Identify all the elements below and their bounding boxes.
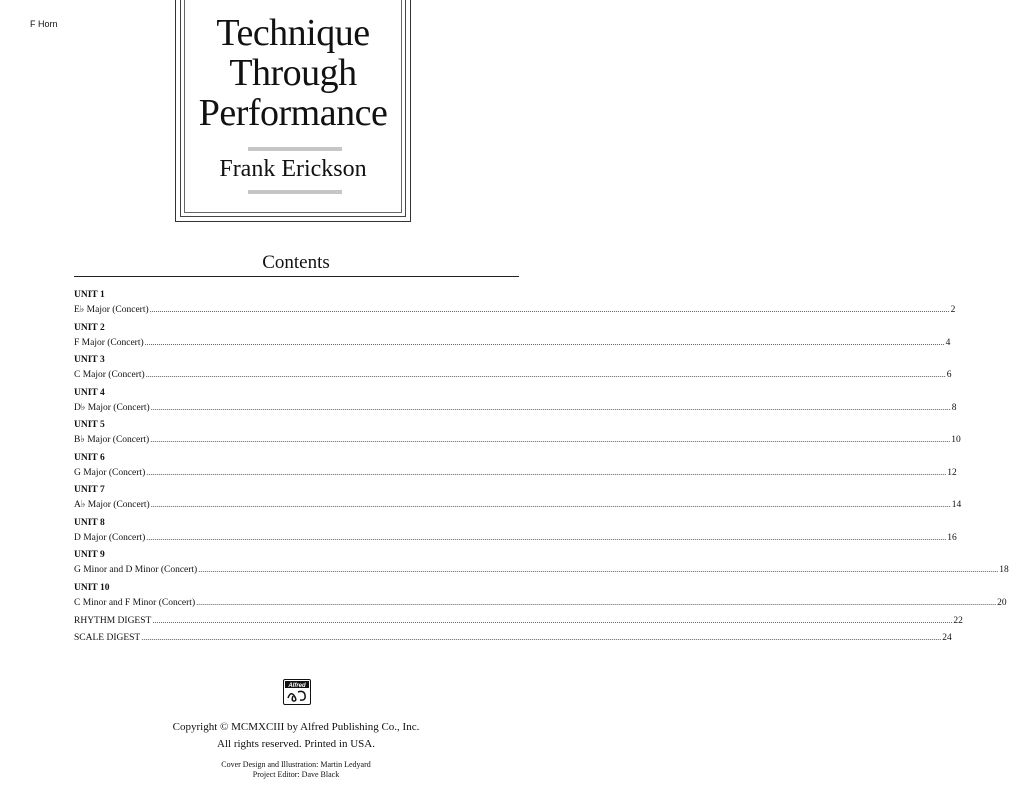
table-of-contents [74,288,1009,647]
toc-entry [74,497,962,516]
leader-dots: ................................................................................................................................................................................................................................................................................................................................................................................................................ [149,305,950,314]
toc-entry [74,530,957,549]
leader-dots: ................................................................................................................................................................................................................................................................................................................................................................................................................ [196,597,997,607]
toc-entry-label: A♭ Major (Concert) [74,500,150,510]
toc-page-number: 10 [951,435,961,445]
toc-entry-label: G Major (Concert) [74,467,146,478]
unit-heading: UNIT 1 [74,290,105,300]
toc-page-number: 22 [953,616,963,626]
leader-dots: ................................................................................................................................................................................................................................................................................................................................................................................................................ [150,402,951,412]
title-line: Through [229,52,357,94]
unit-heading: UNIT 10 [74,582,110,593]
title-divider [248,147,342,151]
toc-page-number: 20 [997,597,1007,608]
toc-entry [74,630,952,647]
toc-entry-label: G Minor and D Minor (Concert) [74,565,198,575]
toc-entry-label: RHYTHM DIGEST [74,616,152,626]
toc-entry-label: SCALE DIGEST [74,633,141,643]
author-name: Frank Erickson [219,156,367,182]
instrument-label: F Horn [30,19,58,29]
toc-page-number: 16 [947,532,957,543]
leader-dots: ................................................................................................................................................................................................................................................................................................................................................................................................................ [146,532,947,542]
toc-entry [74,465,957,484]
unit-heading: UNIT 2 [74,322,105,333]
unit-heading: UNIT 8 [74,517,105,528]
toc-page-number: 24 [942,633,952,643]
leader-dots: ................................................................................................................................................................................................................................................................................................................................................................................................................ [152,616,953,625]
toc-entry-label: C Major (Concert) [74,370,145,380]
unit-heading: UNIT 4 [74,387,105,398]
title-line: Technique [216,12,370,54]
toc-page-number: 2 [950,305,956,315]
leader-dots: ................................................................................................................................................................................................................................................................................................................................................................................................................ [145,370,946,379]
leader-dots: ................................................................................................................................................................................................................................................................................................................................................................................................................ [150,500,951,509]
toc-entry-label: E♭ Major (Concert) [74,305,149,315]
unit-heading: UNIT 3 [74,355,105,365]
toc-entry [74,562,1009,581]
credit-line: Cover Design and Illustration: Martin Ledyard [221,760,371,769]
toc-entry-label: B♭ Major (Concert) [74,435,150,445]
credit-line: Project Editor: Dave Black [252,770,340,779]
leader-dots: ................................................................................................................................................................................................................................................................................................................................................................................................................ [198,565,999,574]
rights-notice: All rights reserved. Printed in USA. [217,738,375,750]
toc-entry-label: C Minor and F Minor (Concert) [74,597,196,608]
copyright-notice: Copyright © MCMXCIII by Alfred Publishing Co., Inc. [172,721,420,733]
leader-dots: ................................................................................................................................................................................................................................................................................................................................................................................................................ [150,435,951,444]
toc-page-number: 12 [947,467,957,478]
toc-page-number: 6 [946,370,952,380]
author-divider [248,190,342,194]
unit-heading: UNIT 9 [74,550,105,560]
toc-entry [74,335,951,354]
toc-page-number: 4 [945,337,951,348]
toc-entry [74,432,961,451]
title-frame [175,0,411,222]
unit-heading: UNIT 6 [74,452,105,463]
alfred-logo [283,679,311,705]
toc-entry [74,302,956,321]
title-line: Performance [198,92,388,134]
toc-entry [74,400,957,419]
credits [0,760,592,780]
toc-entry-label: D Major (Concert) [74,532,146,543]
unit-heading: UNIT 5 [74,420,105,430]
contents-rule [74,276,519,277]
toc-entry-label: F Major (Concert) [74,337,144,348]
contents-heading: Contents [262,252,330,273]
toc-page-number: 14 [951,500,962,510]
toc-page-number: 18 [999,565,1009,575]
unit-heading: UNIT 7 [74,485,105,495]
leader-dots: ................................................................................................................................................................................................................................................................................................................................................................................................................ [141,633,942,642]
toc-entry [74,367,952,386]
leader-dots: ................................................................................................................................................................................................................................................................................................................................................................................................................ [144,337,945,347]
toc-entry [74,595,1007,614]
leader-dots: ................................................................................................................................................................................................................................................................................................................................................................................................................ [146,467,947,477]
toc-entry-label: D♭ Major (Concert) [74,402,150,413]
logo-text: Alfred [288,683,306,689]
toc-entry [74,613,963,630]
toc-page-number: 8 [951,402,957,413]
book-title [176,13,410,133]
